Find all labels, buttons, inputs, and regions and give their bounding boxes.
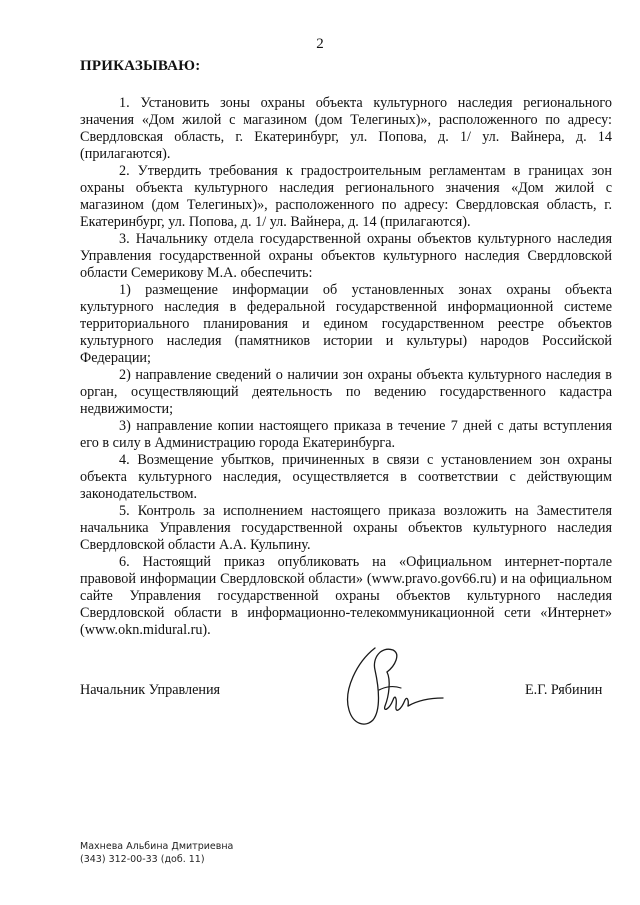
signatory-name: Е.Г. Рябинин: [525, 682, 603, 698]
paragraph-3-subitem-1: 1) размещение информации об установленных зонах охраны объекта культурного наследия в федеральной государственной информационной системе территориального планирования и едином государственном реестре объектов культурного наследия (памятников истории и культуры) народов Российской Федерации;: [80, 282, 612, 366]
paragraph-3-subitem-3: 3) направление копии настоящего приказа в течение 7 дней с даты вступления его в силу в Администрацию города Екатеринбурга.: [80, 418, 612, 451]
handwritten-signature: [335, 640, 450, 740]
paragraph-6: 6. Настоящий приказ опубликовать на «Официальном интернет-портале правовой информации Свердловской области» (www.pravo.gov66.ru) и на официальном сайте Управления государственной охраны объектов культурного наследия Свердловской области в информационно-телекоммуникационной сети «Интернет» (www.okn.midural.ru).: [80, 554, 612, 638]
paragraph-5: 5. Контроль за исполнением настоящего приказа возложить на Заместителя начальника Управления государственной охраны объектов культурного наследия Свердловской области А.А. Кульпину.: [80, 503, 612, 553]
paragraph-1: 1. Установить зоны охраны объекта культурного наследия регионального значения «Дом жилой с магазином (дом Телегиных)», расположенного по адресу: Свердловская область, г. Екатеринбург, ул. Попова, д. 1/ ул. Вайнера, д. 14 (прилагаются).: [80, 95, 612, 162]
signatory-title: Начальник Управления: [80, 682, 221, 698]
order-heading: ПРИКАЗЫВАЮ:: [80, 58, 201, 74]
order-body: [80, 95, 612, 639]
page-number: 2: [316, 36, 324, 52]
contact-info: [80, 840, 233, 866]
paragraph-2: 2. Утвердить требования к градостроительным регламентам в границах зон охраны объекта культурного наследия регионального значения «Дом жилой с магазином (дом Телегиных)», расположенного по адресу: Свердловская область, г. Екатеринбург, ул. Попова, д. 1/ ул. Вайнера, д. 14 (прилагаются).: [80, 163, 612, 230]
paragraph-3-subitem-2: 2) направление сведений о наличии зон охраны объекта культурного наследия в орган, осуществляющий деятельность по ведению государственного кадастра недвижимости;: [80, 367, 612, 417]
paragraph-4: 4. Возмещение убытков, причиненных в связи с установлением зон охраны объекта культурного наследия, осуществляется в соответствии с действующим законодательством.: [80, 452, 612, 502]
paragraph-3: 3. Начальнику отдела государственной охраны объектов культурного наследия Управления государственной охраны объектов культурного наследия Свердловской области Семерикову М.А. обеспечить:: [80, 231, 612, 281]
contact-name: Махнева Альбина Дмитриевна: [80, 841, 234, 852]
contact-phone: (343) 312-00-33 (доб. 11): [80, 854, 205, 865]
